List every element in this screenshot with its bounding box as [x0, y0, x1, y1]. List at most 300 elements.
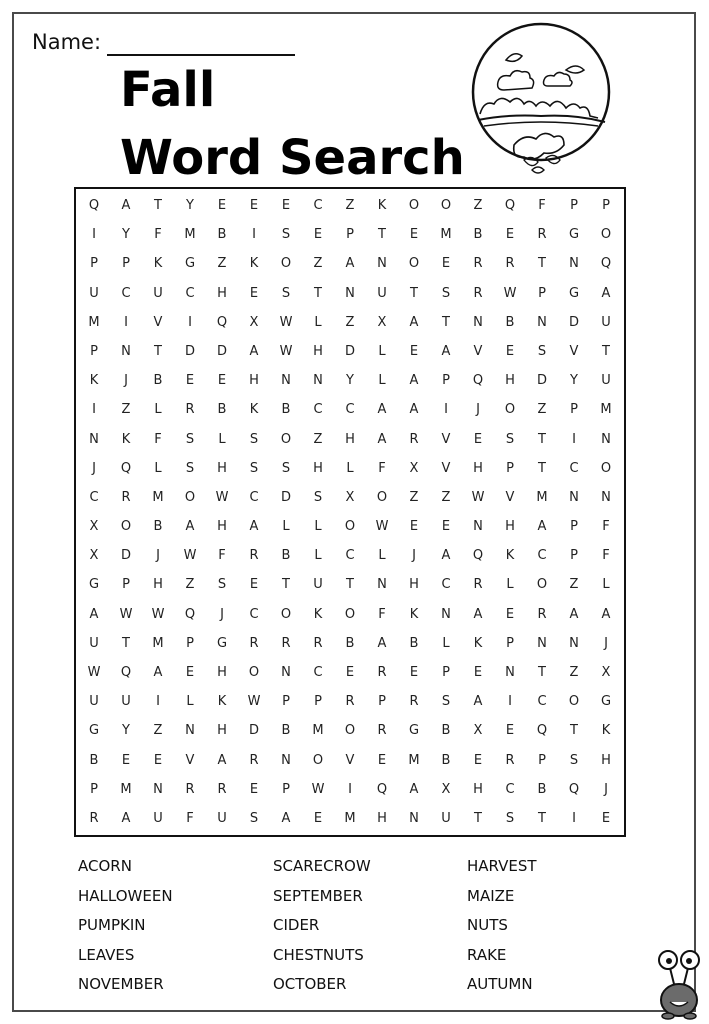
grid-letter[interactable]: R	[345, 694, 355, 710]
grid-letter[interactable]: W	[279, 343, 293, 359]
grid-letter[interactable]: N	[537, 314, 547, 330]
grid-letter[interactable]: A	[537, 519, 547, 535]
grid-letter[interactable]: S	[185, 460, 195, 476]
grid-letter[interactable]: H	[217, 460, 227, 476]
grid-letter[interactable]: W	[375, 519, 389, 535]
grid-letter[interactable]: C	[537, 694, 547, 710]
grid-letter[interactable]: R	[313, 635, 323, 651]
grid-letter[interactable]: L	[506, 577, 514, 593]
grid-letter[interactable]: W	[215, 489, 229, 505]
grid-letter[interactable]: A	[153, 664, 163, 680]
grid-letter[interactable]: Q	[216, 314, 228, 330]
grid-letter[interactable]: I	[156, 694, 160, 710]
grid-letter[interactable]: V	[345, 752, 355, 768]
grid-letter[interactable]: N	[409, 810, 419, 826]
grid-letter[interactable]: H	[217, 664, 227, 680]
grid-letter[interactable]: B	[505, 314, 515, 330]
grid-letter[interactable]: B	[441, 723, 451, 739]
grid-letter[interactable]: O	[312, 752, 324, 768]
grid-letter[interactable]: F	[538, 198, 546, 214]
grid-letter[interactable]: E	[409, 664, 419, 680]
grid-letter[interactable]: Z	[441, 489, 451, 505]
grid-letter[interactable]: R	[377, 723, 387, 739]
grid-letter[interactable]: R	[249, 635, 259, 651]
grid-letter[interactable]: E	[601, 810, 611, 826]
grid-letter[interactable]: K	[377, 198, 387, 214]
grid-letter[interactable]: W	[471, 489, 485, 505]
grid-letter[interactable]: H	[345, 431, 355, 447]
grid-letter[interactable]: T	[602, 343, 610, 359]
grid-letter[interactable]: U	[153, 285, 163, 301]
grid-letter[interactable]: E	[473, 752, 483, 768]
grid-letter[interactable]: C	[345, 548, 355, 564]
grid-letter[interactable]: K	[89, 373, 99, 389]
grid-letter[interactable]: A	[409, 314, 419, 330]
grid-letter[interactable]: A	[121, 198, 131, 214]
grid-letter[interactable]: X	[377, 314, 387, 330]
grid-letter[interactable]: R	[537, 606, 547, 622]
grid-letter[interactable]: H	[153, 577, 163, 593]
grid-letter[interactable]: U	[601, 314, 611, 330]
grid-letter[interactable]: F	[154, 431, 162, 447]
grid-letter[interactable]: M	[600, 402, 612, 418]
grid-letter[interactable]: B	[153, 373, 163, 389]
grid-letter[interactable]: J	[124, 373, 128, 389]
grid-letter[interactable]: A	[409, 402, 419, 418]
grid-letter[interactable]: M	[88, 314, 100, 330]
grid-letter[interactable]: X	[345, 489, 355, 505]
name-field-line[interactable]	[107, 30, 295, 56]
grid-letter[interactable]: R	[121, 489, 131, 505]
grid-letter[interactable]: M	[440, 227, 452, 243]
grid-letter[interactable]: R	[185, 402, 195, 418]
grid-letter[interactable]: P	[346, 227, 354, 243]
grid-letter[interactable]: T	[282, 577, 290, 593]
grid-letter[interactable]: E	[249, 781, 259, 797]
grid-letter[interactable]: Q	[504, 198, 516, 214]
grid-letter[interactable]: P	[538, 285, 546, 301]
grid-letter[interactable]: Z	[185, 577, 195, 593]
grid-letter[interactable]: N	[441, 606, 451, 622]
grid-letter[interactable]: A	[185, 519, 195, 535]
grid-letter[interactable]: M	[408, 752, 420, 768]
grid-letter[interactable]: K	[409, 606, 419, 622]
grid-letter[interactable]: M	[536, 489, 548, 505]
grid-letter[interactable]: B	[345, 635, 355, 651]
grid-letter[interactable]: B	[441, 752, 451, 768]
grid-letter[interactable]: G	[600, 694, 612, 710]
grid-letter[interactable]: E	[121, 752, 131, 768]
grid-letter[interactable]: P	[570, 402, 578, 418]
grid-letter[interactable]: Q	[600, 256, 612, 272]
grid-letter[interactable]: P	[538, 752, 546, 768]
grid-letter[interactable]: O	[280, 606, 292, 622]
grid-letter[interactable]: J	[156, 548, 160, 564]
grid-letter[interactable]: N	[281, 752, 291, 768]
grid-letter[interactable]: N	[153, 781, 163, 797]
grid-letter[interactable]: D	[536, 373, 547, 389]
grid-letter[interactable]: H	[249, 373, 259, 389]
grid-letter[interactable]: I	[92, 402, 96, 418]
grid-letter[interactable]: P	[442, 373, 450, 389]
grid-letter[interactable]: R	[89, 810, 99, 826]
grid-letter[interactable]: P	[506, 460, 514, 476]
grid-letter[interactable]: L	[186, 694, 194, 710]
grid-letter[interactable]: M	[344, 810, 356, 826]
grid-letter[interactable]: D	[344, 343, 355, 359]
grid-letter[interactable]: O	[184, 489, 196, 505]
grid-letter[interactable]: B	[537, 781, 547, 797]
grid-letter[interactable]: P	[90, 343, 98, 359]
grid-letter[interactable]: Q	[120, 460, 132, 476]
grid-letter[interactable]: A	[473, 694, 483, 710]
grid-letter[interactable]: F	[218, 548, 226, 564]
grid-letter[interactable]: O	[600, 227, 612, 243]
grid-letter[interactable]: S	[313, 489, 323, 505]
grid-letter[interactable]: J	[476, 402, 480, 418]
grid-letter[interactable]: R	[537, 227, 547, 243]
grid-letter[interactable]: P	[122, 256, 130, 272]
grid-letter[interactable]: D	[216, 343, 227, 359]
grid-letter[interactable]: E	[409, 227, 419, 243]
grid-letter[interactable]: C	[313, 198, 323, 214]
grid-letter[interactable]: W	[503, 285, 517, 301]
grid-letter[interactable]: C	[345, 402, 355, 418]
grid-letter[interactable]: Q	[120, 664, 132, 680]
grid-letter[interactable]: L	[602, 577, 610, 593]
grid-letter[interactable]: P	[570, 548, 578, 564]
grid-letter[interactable]: N	[569, 489, 579, 505]
grid-letter[interactable]: P	[90, 781, 98, 797]
grid-letter[interactable]: F	[186, 810, 194, 826]
grid-letter[interactable]: A	[249, 343, 259, 359]
grid-letter[interactable]: Z	[569, 664, 579, 680]
grid-letter[interactable]: H	[409, 577, 419, 593]
grid-letter[interactable]: B	[153, 519, 163, 535]
grid-letter[interactable]: Z	[537, 402, 547, 418]
grid-letter[interactable]: C	[569, 460, 579, 476]
grid-letter[interactable]: M	[312, 723, 324, 739]
grid-letter[interactable]: U	[377, 285, 387, 301]
grid-letter[interactable]: O	[280, 431, 292, 447]
grid-letter[interactable]: E	[441, 256, 451, 272]
grid-letter[interactable]: R	[377, 664, 387, 680]
grid-letter[interactable]: X	[249, 314, 259, 330]
grid-letter[interactable]: K	[153, 256, 163, 272]
grid-letter[interactable]: T	[474, 810, 482, 826]
grid-letter[interactable]: N	[185, 723, 195, 739]
grid-letter[interactable]: E	[473, 431, 483, 447]
grid-letter[interactable]: T	[154, 343, 162, 359]
grid-letter[interactable]: L	[154, 402, 162, 418]
grid-letter[interactable]: G	[568, 227, 580, 243]
grid-letter[interactable]: O	[120, 519, 132, 535]
grid-letter[interactable]: E	[377, 752, 387, 768]
grid-letter[interactable]: S	[281, 227, 291, 243]
grid-letter[interactable]: I	[348, 781, 352, 797]
grid-letter[interactable]: B	[217, 227, 227, 243]
grid-letter[interactable]: N	[89, 431, 99, 447]
grid-letter[interactable]: T	[538, 664, 546, 680]
grid-letter[interactable]: P	[122, 577, 130, 593]
grid-letter[interactable]: S	[505, 431, 515, 447]
grid-letter[interactable]: R	[409, 694, 419, 710]
grid-letter[interactable]: W	[119, 606, 133, 622]
grid-letter[interactable]: C	[121, 285, 131, 301]
grid-letter[interactable]: S	[249, 431, 259, 447]
grid-letter[interactable]: N	[473, 314, 483, 330]
grid-letter[interactable]: H	[217, 285, 227, 301]
grid-letter[interactable]: H	[601, 752, 611, 768]
grid-letter[interactable]: S	[281, 460, 291, 476]
grid-letter[interactable]: P	[602, 198, 610, 214]
grid-letter[interactable]: O	[408, 198, 420, 214]
grid-letter[interactable]: U	[89, 694, 99, 710]
grid-letter[interactable]: I	[444, 402, 448, 418]
grid-letter[interactable]: V	[441, 431, 451, 447]
grid-letter[interactable]: N	[505, 664, 515, 680]
grid-letter[interactable]: G	[568, 285, 580, 301]
grid-letter[interactable]: Z	[569, 577, 579, 593]
grid-letter[interactable]: A	[601, 285, 611, 301]
grid-letter[interactable]: H	[473, 460, 483, 476]
grid-letter[interactable]: A	[441, 548, 451, 564]
grid-letter[interactable]: Z	[313, 431, 323, 447]
grid-letter[interactable]: N	[313, 373, 323, 389]
grid-letter[interactable]: W	[247, 694, 261, 710]
grid-letter[interactable]: G	[88, 577, 100, 593]
grid-letter[interactable]: O	[376, 489, 388, 505]
grid-letter[interactable]: A	[121, 810, 131, 826]
grid-letter[interactable]: S	[441, 285, 451, 301]
grid-letter[interactable]: S	[249, 810, 259, 826]
grid-letter[interactable]: N	[281, 664, 291, 680]
grid-letter[interactable]: D	[120, 548, 131, 564]
grid-letter[interactable]: V	[569, 343, 579, 359]
grid-letter[interactable]: B	[217, 402, 227, 418]
grid-letter[interactable]: Z	[153, 723, 163, 739]
grid-letter[interactable]: G	[88, 723, 100, 739]
grid-letter[interactable]: F	[602, 548, 610, 564]
grid-letter[interactable]: Q	[88, 198, 100, 214]
grid-letter[interactable]: H	[473, 781, 483, 797]
grid-letter[interactable]: N	[601, 431, 611, 447]
grid-letter[interactable]: G	[216, 635, 228, 651]
grid-letter[interactable]: T	[538, 256, 546, 272]
grid-letter[interactable]: F	[378, 606, 386, 622]
grid-letter[interactable]: N	[345, 285, 355, 301]
grid-letter[interactable]: X	[89, 548, 99, 564]
grid-letter[interactable]: E	[473, 664, 483, 680]
grid-letter[interactable]: G	[408, 723, 420, 739]
grid-letter[interactable]: A	[377, 431, 387, 447]
grid-letter[interactable]: F	[154, 227, 162, 243]
grid-letter[interactable]: Z	[345, 198, 355, 214]
grid-letter[interactable]: S	[441, 694, 451, 710]
grid-letter[interactable]: N	[569, 635, 579, 651]
grid-letter[interactable]: K	[505, 548, 515, 564]
grid-letter[interactable]: H	[377, 810, 387, 826]
grid-letter[interactable]: N	[281, 373, 291, 389]
grid-letter[interactable]: R	[281, 635, 291, 651]
grid-letter[interactable]: P	[90, 256, 98, 272]
grid-letter[interactable]: W	[87, 664, 101, 680]
grid-letter[interactable]: L	[282, 519, 290, 535]
grid-letter[interactable]: T	[122, 635, 130, 651]
grid-letter[interactable]: R	[409, 431, 419, 447]
grid-letter[interactable]: Z	[217, 256, 227, 272]
grid-letter[interactable]: U	[89, 285, 99, 301]
grid-letter[interactable]: H	[217, 723, 227, 739]
grid-letter[interactable]: A	[249, 519, 259, 535]
grid-letter[interactable]: Q	[184, 606, 196, 622]
grid-letter[interactable]: I	[572, 431, 576, 447]
grid-letter[interactable]: X	[473, 723, 483, 739]
grid-letter[interactable]: Q	[568, 781, 580, 797]
grid-letter[interactable]: T	[410, 285, 418, 301]
grid-letter[interactable]: A	[377, 635, 387, 651]
grid-letter[interactable]: X	[89, 519, 99, 535]
grid-letter[interactable]: B	[281, 402, 291, 418]
grid-letter[interactable]: I	[508, 694, 512, 710]
grid-letter[interactable]: D	[568, 314, 579, 330]
grid-letter[interactable]: E	[249, 577, 259, 593]
grid-letter[interactable]: E	[217, 373, 227, 389]
grid-letter[interactable]: E	[409, 519, 419, 535]
grid-letter[interactable]: K	[473, 635, 483, 651]
grid-letter[interactable]: Z	[409, 489, 419, 505]
grid-letter[interactable]: S	[505, 810, 515, 826]
grid-letter[interactable]: I	[252, 227, 256, 243]
grid-letter[interactable]: O	[600, 460, 612, 476]
grid-letter[interactable]: U	[601, 373, 611, 389]
grid-letter[interactable]: B	[281, 548, 291, 564]
grid-letter[interactable]: L	[378, 548, 386, 564]
grid-letter[interactable]: R	[217, 781, 227, 797]
grid-letter[interactable]: Y	[186, 198, 194, 214]
grid-letter[interactable]: Q	[472, 373, 484, 389]
grid-letter[interactable]: W	[279, 314, 293, 330]
grid-letter[interactable]: A	[281, 810, 291, 826]
grid-letter[interactable]: E	[185, 373, 195, 389]
grid-letter[interactable]: A	[473, 606, 483, 622]
grid-letter[interactable]: O	[344, 606, 356, 622]
grid-letter[interactable]: J	[92, 460, 96, 476]
grid-letter[interactable]: U	[313, 577, 323, 593]
grid-letter[interactable]: C	[505, 781, 515, 797]
grid-letter[interactable]: P	[506, 635, 514, 651]
grid-letter[interactable]: Y	[570, 373, 578, 389]
grid-letter[interactable]: V	[153, 314, 163, 330]
grid-letter[interactable]: C	[537, 548, 547, 564]
grid-letter[interactable]: V	[441, 460, 451, 476]
grid-letter[interactable]: Z	[121, 402, 131, 418]
grid-letter[interactable]: A	[409, 781, 419, 797]
grid-letter[interactable]: Q	[472, 548, 484, 564]
grid-letter[interactable]: C	[313, 402, 323, 418]
grid-letter[interactable]: R	[473, 285, 483, 301]
grid-letter[interactable]: A	[441, 343, 451, 359]
grid-letter[interactable]: H	[313, 460, 323, 476]
grid-letter[interactable]: O	[280, 256, 292, 272]
grid-letter[interactable]: X	[601, 664, 611, 680]
grid-letter[interactable]: L	[154, 460, 162, 476]
grid-letter[interactable]: J	[220, 606, 224, 622]
grid-letter[interactable]: K	[249, 256, 259, 272]
grid-letter[interactable]: B	[409, 635, 419, 651]
grid-letter[interactable]: P	[570, 198, 578, 214]
grid-letter[interactable]: P	[186, 635, 194, 651]
grid-letter[interactable]: K	[601, 723, 611, 739]
grid-letter[interactable]: E	[249, 285, 259, 301]
grid-letter[interactable]: F	[378, 460, 386, 476]
grid-letter[interactable]: R	[473, 256, 483, 272]
grid-letter[interactable]: R	[473, 577, 483, 593]
grid-letter[interactable]: L	[314, 314, 322, 330]
grid-letter[interactable]: S	[185, 431, 195, 447]
grid-letter[interactable]: J	[412, 548, 416, 564]
grid-letter[interactable]: T	[346, 577, 354, 593]
grid-letter[interactable]: X	[409, 460, 419, 476]
grid-letter[interactable]: B	[473, 227, 483, 243]
grid-letter[interactable]: K	[217, 694, 227, 710]
grid-letter[interactable]: Y	[346, 373, 354, 389]
grid-letter[interactable]: N	[121, 343, 131, 359]
grid-letter[interactable]: O	[408, 256, 420, 272]
grid-letter[interactable]: Z	[473, 198, 483, 214]
grid-letter[interactable]: U	[441, 810, 451, 826]
grid-letter[interactable]: I	[572, 810, 576, 826]
grid-letter[interactable]: T	[314, 285, 322, 301]
grid-letter[interactable]: S	[249, 460, 259, 476]
grid-letter[interactable]: H	[505, 373, 515, 389]
grid-letter[interactable]: S	[537, 343, 547, 359]
grid-letter[interactable]: O	[536, 577, 548, 593]
grid-letter[interactable]: N	[601, 489, 611, 505]
grid-letter[interactable]: H	[313, 343, 323, 359]
grid-letter[interactable]: M	[184, 227, 196, 243]
grid-letter[interactable]: Z	[313, 256, 323, 272]
grid-letter[interactable]: A	[377, 402, 387, 418]
grid-letter[interactable]: L	[378, 343, 386, 359]
grid-letter[interactable]: T	[570, 723, 578, 739]
grid-letter[interactable]: A	[217, 752, 227, 768]
grid-letter[interactable]: T	[378, 227, 386, 243]
grid-letter[interactable]: I	[124, 314, 128, 330]
grid-letter[interactable]: R	[505, 752, 515, 768]
grid-letter[interactable]: H	[505, 519, 515, 535]
grid-letter[interactable]: B	[89, 752, 99, 768]
grid-letter[interactable]: L	[378, 373, 386, 389]
grid-letter[interactable]: A	[601, 606, 611, 622]
grid-letter[interactable]: H	[217, 519, 227, 535]
grid-letter[interactable]: E	[249, 198, 259, 214]
grid-letter[interactable]: B	[281, 723, 291, 739]
grid-letter[interactable]: E	[217, 198, 227, 214]
grid-letter[interactable]: R	[185, 781, 195, 797]
grid-letter[interactable]: N	[473, 519, 483, 535]
grid-letter[interactable]: T	[538, 431, 546, 447]
grid-letter[interactable]: A	[345, 256, 355, 272]
grid-letter[interactable]: T	[154, 198, 162, 214]
grid-letter[interactable]: W	[183, 548, 197, 564]
grid-letter[interactable]: D	[248, 723, 259, 739]
grid-letter[interactable]: S	[217, 577, 227, 593]
grid-letter[interactable]: M	[120, 781, 132, 797]
grid-letter[interactable]: O	[440, 198, 452, 214]
grid-letter[interactable]: E	[441, 519, 451, 535]
grid-letter[interactable]: V	[505, 489, 515, 505]
